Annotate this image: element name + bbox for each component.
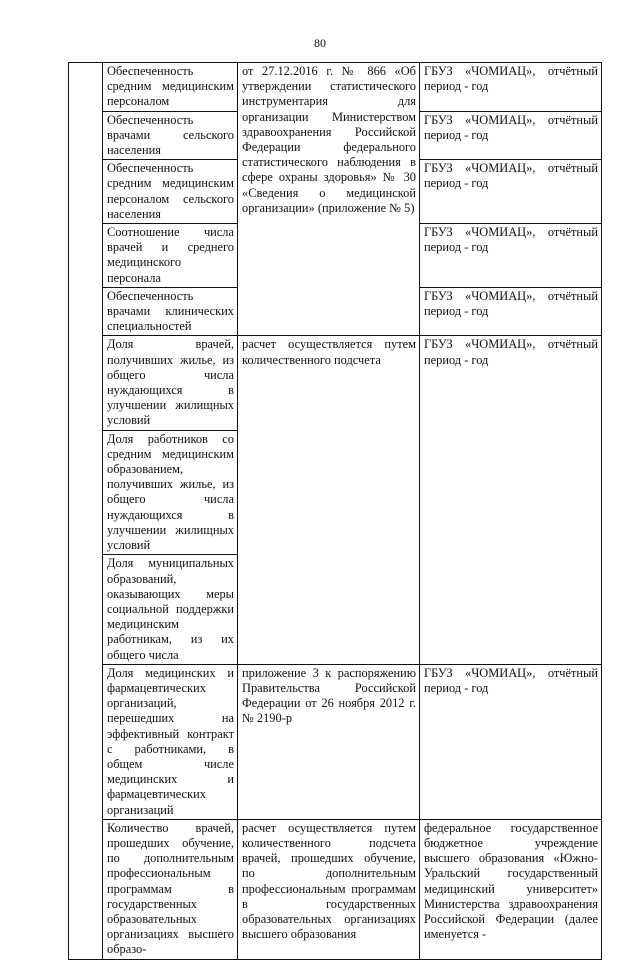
indicator-cell: Доля работников со средним медицинским образованием, получивших жилье, из общего числа нуждающихся в улучшении жилищных условий	[103, 430, 238, 555]
source-cell: ГБУЗ «ЧОМИАЦ», отчётный период - год	[420, 63, 602, 112]
page-number: 80	[314, 36, 326, 50]
indicator-cell: Обеспеченность врачами клинических специальностей	[103, 287, 238, 336]
indicator-cell: Доля медицинских и фармацевтических организаций, перешедших на эффективный контракт с работниками, в общем числе медицинских и фармацевтических организаций	[103, 664, 238, 819]
indicator-cell: Обеспеченность врачами сельского населения	[103, 111, 238, 160]
method-cell: от 27.12.2016 г. № 866 «Об утверждении статистического инструментария для организации Министерством здравоохранения Российской Федерации федерального статистического наблюдения в сфере охраны здоровья» № 30 «Сведения о медицинской организации» (приложение № 5)	[238, 63, 420, 336]
source-cell: ГБУЗ «ЧОМИАЦ», отчётный период - год	[420, 224, 602, 288]
method-cell: расчет осуществляется путем количественного подсчета врачей, прошедших обучение, по дополнительным профессиональным программам в государственных образовательных организациях высшего образования	[238, 819, 420, 959]
source-cell: ГБУЗ «ЧОМИАЦ», отчётный период - год	[420, 160, 602, 224]
table-row	[69, 819, 602, 959]
indicator-cell: Доля врачей, получивших жилье, из общего числа нуждающихся в улучшении жилищных условий	[103, 336, 238, 430]
source-cell: ГБУЗ «ЧОМИАЦ», отчётный период - год	[420, 336, 602, 664]
indicator-cell: Количество врачей, прошедших обучение, по дополнительным профессиональным программам в государственных образовательных организациях высшего образо-	[103, 819, 238, 959]
source-cell: федеральное государственное бюджетное учреждение высшего образования «Южно-Уральский государственный медицинский университет» Министерства здравоохранения Российской Федерации (далее именуется -	[420, 819, 602, 959]
indicator-cell: Доля муниципальных образований, оказывающих меры социальной поддержки медицинским работникам, из их общего числа	[103, 555, 238, 664]
table-row	[69, 664, 602, 819]
indicator-cell: Обеспеченность средним медицинским персоналом	[103, 63, 238, 112]
table-row	[69, 63, 602, 112]
source-cell: ГБУЗ «ЧОМИАЦ», отчётный период - год	[420, 111, 602, 160]
source-cell: ГБУЗ «ЧОМИАЦ», отчётный период - год	[420, 664, 602, 819]
indicator-cell: Соотношение числа врачей и среднего медицинского персонала	[103, 224, 238, 288]
method-cell: расчет осуществляется путем количественного подсчета	[238, 336, 420, 664]
table-row	[69, 336, 602, 430]
number-cell	[69, 63, 103, 960]
source-cell: ГБУЗ «ЧОМИАЦ», отчётный период - год	[420, 287, 602, 336]
indicators-table	[68, 62, 602, 960]
method-cell: приложение 3 к распоряжению Правительства Российской Федерации от 26 ноября 2012 г. № 2190-р	[238, 664, 420, 819]
indicator-cell: Обеспеченность средним медицинским персоналом сельского населения	[103, 160, 238, 224]
